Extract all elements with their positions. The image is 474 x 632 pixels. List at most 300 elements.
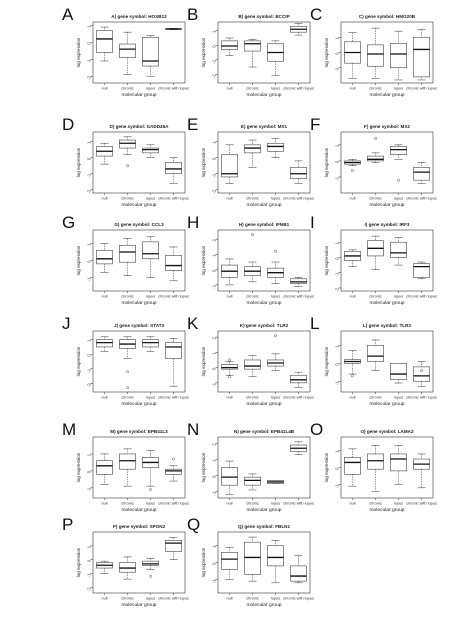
panel-l	[310, 314, 437, 407]
y-tick-label: 1	[211, 254, 217, 257]
box-iqr	[165, 469, 181, 474]
x-tick-label: chronic	[369, 394, 382, 400]
box-4	[290, 161, 306, 183]
box-4	[290, 23, 306, 35]
panel-c	[310, 5, 437, 98]
box-2	[367, 28, 383, 78]
y-axis-label: log expression	[324, 452, 329, 483]
box-2	[244, 39, 260, 67]
x-tick-label: lupus	[270, 85, 281, 91]
y-tick-label: 1	[86, 25, 92, 28]
x-tick-label: null	[226, 195, 233, 201]
box-iqr	[142, 340, 158, 347]
box-iqr	[390, 363, 406, 379]
box-2	[119, 449, 135, 486]
x-tick-label: null	[226, 394, 233, 400]
x-tick-label: chronic	[246, 85, 259, 91]
box-3	[390, 145, 406, 159]
y-tick-label: -2	[86, 189, 92, 194]
panel-title: N) gene symbol: EPB41L4B	[233, 429, 295, 434]
y-tick-label: 2	[211, 239, 217, 242]
box-3	[267, 138, 283, 157]
box-3	[142, 558, 158, 569]
y-tick-label: 0	[211, 562, 217, 565]
box-iqr	[367, 454, 383, 469]
panel-title: F) gene symbol: MX2	[364, 124, 410, 129]
box-4	[290, 372, 306, 387]
y-tick-label: 0	[86, 260, 92, 263]
y-axis-label: log expression	[76, 245, 81, 276]
y-tick-label: -1	[86, 487, 92, 492]
y-tick-label: -1	[211, 579, 217, 584]
y-tick-label: -1	[86, 368, 92, 373]
y-tick-label: 1	[86, 453, 92, 457]
outlier-point	[351, 169, 353, 171]
x-tick-label: chronic	[246, 195, 259, 201]
y-tick-label: 1	[334, 242, 340, 245]
box-iqr	[244, 477, 260, 485]
x-tick-label: null	[226, 293, 233, 299]
x-axis-label: molecular group	[121, 93, 157, 98]
y-axis-label: log expression	[201, 452, 206, 483]
box-2	[119, 32, 135, 74]
panel-title: J) gene symbol: STAT3	[113, 323, 165, 328]
box-3	[142, 36, 158, 77]
y-tick-label: -1	[334, 67, 340, 72]
box-4	[413, 262, 429, 279]
y-tick-label: 1	[86, 141, 92, 144]
box-2	[367, 340, 383, 371]
panel-title: K) gene symbol: TLR2	[239, 323, 289, 328]
box-iqr	[96, 250, 112, 264]
panel-k	[187, 314, 314, 407]
x-tick-label: lupus	[145, 500, 156, 506]
y-tick-label: -2	[334, 287, 340, 292]
box-2	[367, 153, 383, 163]
y-axis-label: log expression	[76, 547, 81, 578]
x-tick-label: chronic	[246, 394, 259, 400]
panel-letter: N	[187, 420, 200, 439]
y-axis-label: log expression	[76, 37, 81, 68]
box-3	[142, 145, 158, 158]
x-tick-label: chronic	[246, 293, 259, 299]
box-3	[267, 41, 283, 76]
box-3	[390, 31, 406, 80]
panel-letter: I	[310, 213, 315, 232]
x-tick-label: chronic with lupus	[283, 293, 314, 299]
box-3	[142, 337, 158, 352]
y-axis-label: log expression	[324, 147, 329, 178]
x-axis-label: molecular group	[246, 603, 282, 608]
outlier-point	[126, 370, 128, 372]
box-2	[367, 236, 383, 270]
box-iqr	[221, 468, 237, 486]
y-axis-label: log expression	[76, 147, 81, 178]
y-tick-label: -1	[211, 491, 217, 496]
x-axis-label: molecular group	[121, 402, 157, 407]
y-tick-label: -1	[86, 277, 92, 282]
box-2	[244, 140, 260, 167]
y-tick-label: -1	[334, 176, 340, 181]
box-1	[221, 145, 237, 184]
y-axis-label: log expression	[76, 346, 81, 377]
x-axis-label: molecular group	[369, 301, 405, 306]
panel-letter: G	[62, 213, 76, 232]
x-tick-label: chronic with lupus	[406, 394, 437, 400]
x-tick-label: lupus	[393, 500, 404, 506]
x-tick-label: lupus	[270, 293, 281, 299]
x-axis-label: molecular group	[121, 301, 157, 306]
y-tick-label: -1	[86, 173, 92, 178]
box-3	[390, 238, 406, 265]
box-2	[244, 262, 260, 282]
y-tick-label: 0	[334, 363, 340, 366]
box-2	[119, 557, 135, 579]
y-axis-label: log expression	[324, 346, 329, 377]
panel-d	[62, 115, 189, 208]
box-1	[96, 143, 112, 164]
panel-title: D) gene symbol: GADD45A	[109, 124, 169, 129]
box-4	[165, 466, 181, 481]
panel-q	[187, 515, 314, 608]
box-iqr	[390, 43, 406, 67]
y-tick-label: -1	[334, 484, 340, 489]
outlier-point	[149, 575, 151, 577]
x-tick-label: lupus	[145, 595, 156, 601]
y-tick-label: -1	[211, 284, 217, 289]
y-axis-label: log expression	[201, 547, 206, 578]
y-tick-label: -1	[211, 59, 217, 64]
panel-letter: Q	[187, 515, 201, 534]
box-2	[119, 337, 135, 359]
box-1	[344, 449, 360, 486]
box-2	[244, 355, 260, 376]
x-tick-label: null	[101, 293, 108, 299]
panel-title: L) gene symbol: TLR3	[363, 323, 411, 328]
outlier-point	[351, 375, 353, 377]
x-tick-label: lupus	[145, 195, 156, 201]
x-axis-label: molecular group	[246, 402, 282, 407]
box-3	[267, 262, 283, 283]
panel-letter: O	[310, 420, 324, 439]
panel-letter: E	[187, 115, 199, 134]
box-1	[96, 27, 112, 61]
box-iqr	[119, 563, 135, 573]
box-4	[290, 556, 306, 583]
box-2	[119, 137, 135, 155]
x-axis-label: molecular group	[369, 508, 405, 513]
box-1	[344, 250, 360, 267]
y-tick-label: -2	[86, 383, 92, 388]
panel-letter: B	[187, 5, 199, 24]
box-iqr	[165, 343, 181, 359]
y-tick-label: 2	[211, 443, 217, 446]
box-iqr	[119, 140, 135, 148]
x-tick-label: chronic with lupus	[158, 500, 189, 506]
box-iqr	[413, 37, 429, 77]
y-tick-label: 0	[86, 470, 92, 474]
box-iqr	[244, 360, 260, 369]
box-1	[221, 259, 237, 285]
box-iqr	[142, 148, 158, 153]
x-tick-label: chronic with lupus	[406, 500, 437, 506]
box-1	[221, 362, 237, 376]
box-4	[165, 538, 181, 560]
box-1	[96, 337, 112, 352]
x-tick-label: lupus	[393, 85, 404, 91]
box-iqr	[221, 365, 237, 370]
y-tick-label: 0	[86, 559, 92, 563]
y-tick-label: 0	[211, 157, 217, 161]
box-iqr	[221, 552, 237, 569]
x-tick-label: chronic with lupus	[158, 293, 189, 299]
panel-title: C) gene symbol: HMG20B	[358, 14, 416, 19]
x-axis-label: molecular group	[246, 93, 282, 98]
x-tick-label: chronic	[246, 595, 259, 601]
panel-o	[310, 420, 437, 513]
box-iqr	[344, 457, 360, 474]
x-tick-label: lupus	[270, 394, 281, 400]
y-axis-label: log expression	[324, 37, 329, 68]
y-tick-label: 1	[211, 352, 217, 355]
y-axis-label: log expression	[76, 452, 81, 483]
panel-e	[187, 115, 314, 208]
box-3	[267, 480, 283, 483]
y-tick-label: 0	[211, 475, 217, 478]
x-tick-label: null	[101, 195, 108, 201]
x-tick-label: chronic with lupus	[283, 500, 314, 506]
x-tick-label: null	[349, 293, 356, 299]
box-iqr	[244, 41, 260, 51]
x-tick-label: null	[226, 595, 233, 601]
box-iqr	[290, 167, 306, 178]
panel-title: Q) gene symbol: FBLN1	[237, 524, 291, 529]
x-tick-label: chronic	[121, 394, 134, 400]
box-2	[119, 238, 135, 275]
x-tick-label: chronic with lupus	[158, 595, 189, 601]
y-tick-label: 0	[86, 157, 92, 161]
x-tick-label: null	[226, 500, 233, 506]
outlier-point	[126, 165, 128, 167]
y-tick-label: -2	[211, 189, 217, 194]
x-tick-label: null	[349, 394, 356, 400]
box-1	[96, 454, 112, 485]
box-iqr	[165, 540, 181, 551]
y-tick-label: 1	[211, 545, 217, 548]
box-2	[367, 445, 383, 491]
box-1	[96, 244, 112, 273]
panel-h	[187, 213, 314, 306]
x-tick-label: chronic	[369, 195, 382, 201]
y-tick-label: -1	[334, 272, 340, 277]
y-tick-label: -1	[86, 573, 92, 578]
x-tick-label: lupus	[393, 293, 404, 299]
x-tick-label: chronic	[369, 500, 382, 506]
x-axis-label: molecular group	[369, 93, 405, 98]
x-tick-label: chronic with lupus	[158, 195, 189, 201]
box-iqr	[390, 242, 406, 257]
panel-a	[62, 5, 189, 98]
box-1	[221, 461, 237, 495]
panel-letter: D	[62, 115, 75, 134]
y-tick-label: 0	[211, 269, 217, 272]
x-tick-label: lupus	[393, 394, 404, 400]
x-tick-label: null	[101, 85, 108, 91]
box-iqr	[390, 454, 406, 471]
x-tick-label: chronic	[121, 595, 134, 601]
x-tick-label: null	[226, 85, 233, 91]
panel-letter: A	[62, 5, 74, 24]
x-axis-label: molecular group	[246, 301, 282, 306]
x-tick-label: chronic with lupus	[158, 394, 189, 400]
panel-title: P) gene symbol: SPON2	[112, 524, 166, 529]
y-tick-label: 0	[334, 467, 340, 470]
y-tick-label: 1	[334, 37, 340, 40]
y-tick-label: 1	[334, 345, 340, 348]
panel-letter: K	[187, 314, 199, 333]
box-iqr	[142, 242, 158, 259]
box-3	[142, 451, 158, 487]
y-axis-label: log expression	[324, 245, 329, 276]
y-axis-label: log expression	[201, 37, 206, 68]
x-tick-label: null	[349, 500, 356, 506]
x-axis-label: molecular group	[246, 508, 282, 513]
y-tick-label: 1	[211, 459, 217, 462]
y-axis-label: log expression	[201, 147, 206, 178]
y-tick-label: 0	[334, 257, 340, 260]
box-iqr	[367, 45, 383, 66]
box-3	[390, 445, 406, 484]
x-axis-label: molecular group	[369, 203, 405, 208]
panel-n	[187, 420, 314, 513]
box-iqr	[142, 37, 158, 66]
y-tick-label: 2	[211, 337, 217, 340]
box-iqr	[142, 561, 158, 565]
x-tick-label: lupus	[270, 595, 281, 601]
panel-p	[62, 515, 189, 608]
box-iqr	[290, 279, 306, 284]
x-axis-label: molecular group	[246, 203, 282, 208]
panel-title: O) gene symbol: LAMA2	[360, 429, 414, 434]
box-4	[165, 28, 181, 29]
x-tick-label: lupus	[145, 85, 156, 91]
y-tick-label: 0	[334, 160, 340, 164]
box-iqr	[119, 245, 135, 262]
y-tick-label: 1	[86, 243, 92, 246]
box-1	[344, 33, 360, 79]
panel-b	[187, 5, 314, 98]
outlier-point	[228, 376, 230, 378]
box-4	[165, 338, 181, 386]
x-tick-label: chronic with lupus	[406, 85, 437, 91]
x-axis-label: molecular group	[121, 603, 157, 608]
box-4	[290, 442, 306, 455]
y-tick-label: -1	[211, 173, 217, 178]
x-tick-label: chronic with lupus	[158, 85, 189, 91]
x-tick-label: chronic	[121, 85, 134, 91]
y-tick-label: 0	[86, 354, 92, 357]
y-tick-label: 1	[211, 30, 217, 34]
x-tick-label: null	[101, 595, 108, 601]
panel-title: E) gene symbol: MX1	[240, 124, 288, 129]
box-4	[413, 30, 429, 80]
y-tick-label: 0	[334, 52, 340, 55]
box-iqr	[96, 340, 112, 347]
x-tick-label: lupus	[270, 500, 281, 506]
x-tick-label: chronic with lupus	[406, 293, 437, 299]
y-tick-label: -2	[86, 76, 92, 80]
box-iqr	[267, 546, 283, 566]
x-tick-label: chronic with lupus	[406, 195, 437, 201]
y-tick-label: -1	[211, 382, 217, 387]
x-tick-label: lupus	[145, 394, 156, 400]
y-tick-label: 0	[211, 45, 217, 48]
box-iqr	[244, 542, 260, 574]
box-iqr	[290, 375, 306, 383]
panel-title: H) gene symbol: IFNB1	[238, 222, 290, 227]
x-tick-label: lupus	[393, 195, 404, 201]
x-axis-label: molecular group	[369, 402, 405, 407]
x-tick-label: chronic	[121, 293, 134, 299]
y-tick-label: 1	[86, 339, 92, 343]
panel-title: I) gene symbol: IRF3	[364, 222, 410, 227]
box-iqr	[119, 44, 135, 58]
box-4	[165, 247, 181, 281]
y-tick-label: -2	[86, 587, 92, 592]
x-tick-label: chronic	[121, 195, 134, 201]
y-tick-label: 1	[211, 141, 217, 144]
panel-letter: H	[187, 213, 200, 232]
y-tick-label: -2	[211, 74, 217, 79]
box-2	[244, 474, 260, 490]
panel-title: M) gene symbol: EPB41L3	[110, 429, 168, 434]
box-iqr	[413, 264, 429, 278]
box-4	[290, 277, 306, 286]
panel-title: B) gene symbol: BCCIP	[238, 14, 290, 19]
box-4	[413, 362, 429, 387]
box-iqr	[390, 146, 406, 154]
box-1	[221, 547, 237, 579]
x-tick-label: chronic with lupus	[283, 85, 314, 91]
x-tick-label: lupus	[270, 195, 281, 201]
outlier-point	[274, 334, 276, 336]
y-axis-label: log expression	[201, 346, 206, 377]
panel-letter: F	[310, 115, 321, 134]
box-iqr	[221, 41, 237, 50]
x-tick-label: null	[101, 394, 108, 400]
box-iqr	[367, 345, 383, 361]
y-tick-label: 1	[86, 545, 92, 549]
box-1	[96, 561, 112, 573]
x-tick-label: null	[101, 500, 108, 506]
box-3	[267, 354, 283, 371]
box-iqr	[413, 367, 429, 381]
x-tick-label: null	[349, 195, 356, 201]
panel-f	[310, 115, 437, 208]
x-tick-label: chronic with lupus	[283, 195, 314, 201]
box-iqr	[413, 167, 429, 180]
y-tick-label: -1	[334, 381, 340, 385]
y-tick-label: 1	[334, 144, 340, 148]
panel-title: A) gene symbol: HOXB13	[111, 14, 167, 19]
outlier-point	[397, 179, 399, 181]
box-4	[165, 158, 181, 184]
box-iqr	[96, 30, 112, 52]
x-tick-label: chronic	[246, 500, 259, 506]
box-iqr	[119, 454, 135, 469]
outlier-point	[274, 250, 276, 252]
x-tick-label: lupus	[145, 293, 156, 299]
